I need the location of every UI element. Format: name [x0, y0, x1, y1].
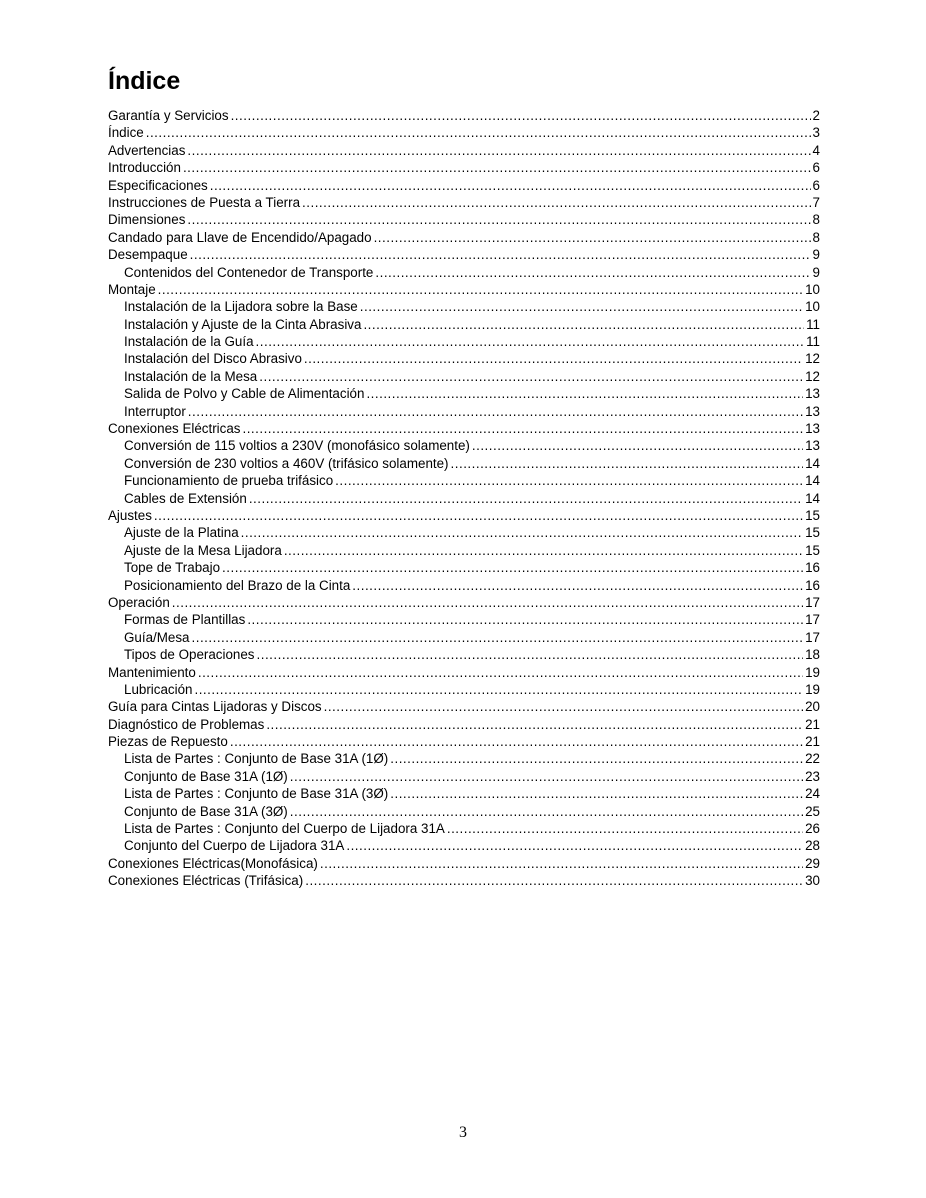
toc-entry-label: Ajuste de la Mesa Lijadora [124, 542, 282, 558]
toc-entry-page: 17 [805, 612, 820, 628]
dot-leader [324, 698, 803, 715]
toc-entry-page: 16 [805, 577, 820, 593]
toc-entry-page: 13 [805, 403, 820, 419]
toc-entry[interactable] [108, 420, 820, 437]
toc-entry[interactable] [108, 264, 820, 281]
toc-entry-page: 15 [805, 507, 820, 523]
toc-entry[interactable] [108, 820, 820, 837]
dot-leader [360, 298, 803, 315]
toc-entry[interactable] [108, 785, 820, 802]
toc-entry-label: Instalación de la Mesa [124, 368, 258, 384]
toc-entry[interactable] [108, 646, 820, 663]
toc-entry[interactable] [108, 524, 820, 541]
toc-entry-label: Ajuste de la Platina [124, 525, 239, 541]
toc-entry-page: 25 [805, 803, 820, 819]
toc-entry[interactable] [108, 124, 820, 141]
dot-leader [257, 646, 804, 663]
toc-entry-page: 7 [812, 194, 820, 210]
toc-entry-page: 12 [805, 368, 820, 384]
toc-entry[interactable] [108, 437, 820, 454]
toc-entry-page: 13 [805, 386, 820, 402]
dot-leader [390, 785, 803, 802]
dot-leader [451, 455, 804, 472]
dot-leader [154, 507, 803, 524]
dot-leader [192, 629, 804, 646]
toc-entry-label: Índice [108, 125, 144, 141]
toc-entry[interactable] [108, 142, 820, 159]
toc-entry-label: Conexiones Eléctricas(Monofásica) [108, 855, 318, 871]
toc-entry-label: Lista de Partes : Conjunto de Base 31A (3Ø) [124, 786, 389, 802]
toc-entry-label: Garantía y Servicios [108, 108, 229, 123]
toc-entry-page: 14 [805, 473, 820, 489]
toc-entry-page: 21 [805, 734, 820, 750]
toc-entry-label: Advertencias [108, 142, 186, 158]
toc-entry[interactable] [108, 403, 820, 420]
toc-entry[interactable] [108, 350, 820, 367]
toc-entry-page: 8 [812, 229, 820, 245]
toc-entry-page: 4 [812, 142, 820, 158]
toc-entry[interactable] [108, 472, 820, 489]
toc-entry-label: Operación [108, 594, 170, 610]
toc-entry[interactable] [108, 629, 820, 646]
toc-entry-label: Introducción [108, 160, 181, 176]
dot-leader [190, 246, 811, 263]
toc-entry-page: 21 [805, 716, 820, 732]
toc-entry-page: 11 [806, 334, 820, 350]
dot-leader [472, 437, 803, 454]
toc-entry[interactable] [108, 490, 820, 507]
dot-leader [352, 577, 803, 594]
dot-leader [222, 559, 803, 576]
toc-entry-page: 20 [805, 699, 820, 715]
toc-entry[interactable] [108, 333, 820, 350]
toc-entry-label: Lista de Partes : Conjunto de Base 31A (1Ø) [124, 751, 389, 767]
dot-leader [183, 159, 811, 176]
toc-entry-label: Instalación y Ajuste de la Cinta Abrasiva [124, 316, 362, 332]
toc-entry-label: Dimensiones [108, 212, 186, 228]
toc-entry-label: Montaje [108, 281, 156, 297]
toc-entry-label: Conjunto de Base 31A (1Ø) [124, 768, 288, 784]
toc-entry-label: Contenidos del Contenedor de Transporte [124, 264, 374, 280]
toc-entry-page: 2 [812, 108, 820, 123]
toc-entry-page: 18 [805, 647, 820, 663]
toc-entry[interactable] [108, 455, 820, 472]
dot-leader [335, 472, 803, 489]
toc-entry-label: Ajustes [108, 507, 152, 523]
toc-entry-label: Candado para Llave de Encendido/Apagado [108, 229, 372, 245]
toc-entry-label: Conexiones Eléctricas (Trifásica) [108, 873, 304, 889]
toc-entry[interactable] [108, 681, 820, 698]
toc-entry-label: Instrucciones de Puesta a Tierra [108, 194, 301, 210]
toc-entry-label: Instalación del Disco Abrasivo [124, 351, 302, 367]
toc-entry-label: Conjunto de Base 31A (3Ø) [124, 803, 288, 819]
dot-leader [194, 681, 803, 698]
toc-entry[interactable] [108, 594, 820, 611]
toc-entry-page: 6 [812, 160, 820, 176]
dot-leader [290, 803, 803, 820]
toc-entry-page: 16 [805, 560, 820, 576]
toc-entry-page: 24 [805, 786, 820, 802]
toc-entry[interactable] [108, 211, 820, 228]
toc-entry[interactable] [108, 855, 820, 872]
toc-entry-page: 6 [812, 177, 820, 193]
toc-entry-page: 30 [805, 873, 820, 889]
dot-leader [146, 124, 811, 141]
toc-entry-page: 10 [805, 299, 820, 315]
dot-leader [247, 611, 803, 628]
toc-entry-label: Diagnóstico de Problemas [108, 716, 265, 732]
toc-entry[interactable] [108, 872, 820, 889]
toc-entry[interactable] [108, 281, 820, 298]
dot-leader [188, 403, 803, 420]
toc-entry-page: 15 [805, 542, 820, 558]
toc-entry-page: 28 [805, 838, 820, 854]
dot-leader [198, 664, 803, 681]
dot-leader [346, 837, 803, 854]
dot-leader [249, 490, 803, 507]
dot-leader [290, 768, 803, 785]
toc-entry-label: Interruptor [124, 403, 186, 419]
dot-leader [390, 750, 803, 767]
dot-leader [320, 855, 803, 872]
toc-entry[interactable] [108, 316, 820, 333]
toc-entry-page: 8 [812, 212, 820, 228]
dot-leader [284, 542, 803, 559]
dot-leader [231, 107, 811, 124]
toc-entry[interactable] [108, 698, 820, 715]
toc-entry[interactable] [108, 298, 820, 315]
dot-leader [374, 229, 811, 246]
toc-entry[interactable] [108, 716, 820, 733]
dot-leader [256, 333, 805, 350]
toc-entry[interactable] [108, 368, 820, 385]
toc-entry-label: Tipos de Operaciones [124, 647, 255, 663]
toc-entry-label: Tope de Trabajo [124, 560, 221, 576]
dot-leader [302, 194, 811, 211]
toc-entry-page: 3 [812, 125, 820, 141]
toc-entry-label: Funcionamiento de prueba trifásico [124, 473, 334, 489]
toc-entry[interactable] [108, 107, 820, 124]
page-number: 3 [459, 1124, 467, 1141]
toc-entry-label: Formas de Plantillas [124, 612, 246, 628]
toc-entry[interactable] [108, 177, 820, 194]
toc-entry-page: 12 [805, 351, 820, 367]
toc-entry-label: Conversión de 230 voltios a 460V (trifásico solamente) [124, 455, 449, 471]
dot-leader [242, 420, 803, 437]
toc-entry-label: Cables de Extensión [124, 490, 247, 506]
toc-entry-page: 23 [805, 768, 820, 784]
toc-entry[interactable] [108, 837, 820, 854]
dot-leader [158, 281, 803, 298]
toc-entry-page: 29 [805, 855, 820, 871]
dot-leader [266, 716, 803, 733]
toc-entry[interactable] [108, 733, 820, 750]
dot-leader [210, 177, 811, 194]
toc-entry-label: Piezas de Repuesto [108, 734, 228, 750]
toc-entry-page: 9 [812, 264, 820, 280]
toc-entry-page: 14 [805, 490, 820, 506]
toc-entry[interactable] [108, 246, 820, 263]
toc-entry-page: 22 [805, 751, 820, 767]
toc-entry-page: 19 [805, 664, 820, 680]
toc-entry[interactable] [108, 229, 820, 246]
toc-entry-page: 17 [805, 594, 820, 610]
dot-leader [363, 316, 804, 333]
toc-entry-label: Lubricación [124, 681, 193, 697]
toc-entry-label: Especificaciones [108, 177, 208, 193]
toc-entry[interactable] [108, 803, 820, 820]
toc-entry-label: Salida de Polvo y Cable de Alimentación [124, 386, 365, 402]
toc-entry-label: Conexiones Eléctricas [108, 421, 241, 437]
dot-leader [187, 142, 810, 159]
toc-entry[interactable] [108, 507, 820, 524]
dot-leader [366, 385, 803, 402]
toc-entry[interactable] [108, 768, 820, 785]
toc-entry-label: Lista de Partes : Conjunto del Cuerpo de Lijadora 31A [124, 821, 445, 837]
toc-entry-page: 15 [805, 525, 820, 541]
dot-leader [375, 264, 810, 281]
dot-leader [187, 211, 810, 228]
toc-entry-label: Posicionamiento del Brazo de la Cinta [124, 577, 351, 593]
toc-entry[interactable] [108, 194, 820, 211]
dot-leader [304, 350, 803, 367]
toc-entry-label: Guía/Mesa [124, 629, 190, 645]
page-title: Índice [108, 67, 181, 95]
toc-entry-page: 10 [805, 281, 820, 297]
toc-entry[interactable] [108, 385, 820, 402]
table-of-contents [108, 107, 820, 890]
toc-entry[interactable] [108, 750, 820, 767]
toc-entry-label: Guía para Cintas Lijadoras y Discos [108, 699, 322, 715]
dot-leader [230, 733, 803, 750]
toc-entry-page: 9 [812, 247, 820, 263]
toc-entry-page: 26 [805, 821, 820, 837]
toc-entry[interactable] [108, 577, 820, 594]
toc-entry-label: Desempaque [108, 247, 188, 263]
toc-entry-page: 13 [805, 421, 820, 437]
toc-entry-label: Mantenimiento [108, 664, 196, 680]
toc-entry-label: Conversión de 115 voltios a 230V (monofásico solamente) [124, 438, 470, 454]
toc-entry[interactable] [108, 559, 820, 576]
toc-entry-label: Instalación de la Lijadora sobre la Base [124, 299, 358, 315]
toc-entry-page: 17 [805, 629, 820, 645]
toc-entry-page: 14 [805, 455, 820, 471]
toc-entry[interactable] [108, 611, 820, 628]
dot-leader [259, 368, 803, 385]
dot-leader [447, 820, 803, 837]
dot-leader [241, 524, 803, 541]
toc-entry-label: Conjunto del Cuerpo de Lijadora 31A [124, 838, 345, 854]
toc-entry-page: 11 [806, 316, 820, 332]
dot-leader [172, 594, 803, 611]
toc-entry[interactable] [108, 542, 820, 559]
toc-entry-page: 13 [805, 438, 820, 454]
toc-entry-label: Instalación de la Guía [124, 334, 254, 350]
toc-entry[interactable] [108, 664, 820, 681]
toc-entry-page: 19 [805, 681, 820, 697]
toc-entry[interactable] [108, 159, 820, 176]
dot-leader [305, 872, 803, 889]
